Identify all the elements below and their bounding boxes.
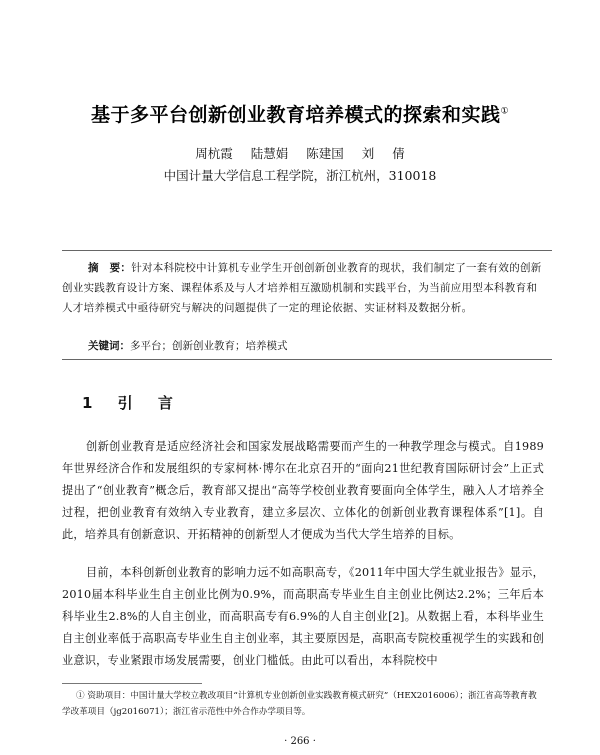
keywords-label: 关键词： [88, 340, 130, 352]
abstract-label: 摘 要： [88, 262, 132, 274]
keywords-text: 多平台；创新创业教育；培养模式 [130, 340, 288, 352]
title-text: 基于多平台创新创业教育培养模式的探索和实践 [90, 104, 501, 126]
abstract [62, 258, 542, 318]
section-heading: 1 引 言 [82, 394, 183, 412]
title-footnote-mark: ① [500, 106, 510, 117]
affiliation: 中国计量大学信息工程学院，浙江杭州，310018 [163, 168, 437, 183]
page-number: · 266 · [284, 736, 316, 747]
keywords [88, 338, 528, 353]
abstract-text: 针对本科院校中计算机专业学生开创创新创业教育的现状，我们制定了一套有效的创新创业实践教育设计方案、课程体系及与人才培养相互激励机制和实践平台，为当前应用型本科教育和人才培养模式中亟待研究与解决的问题提供了一定的理论依据、实证材料及数据分析。 [62, 262, 542, 314]
footnote-divider [62, 683, 202, 684]
paper-title [60, 100, 540, 127]
paragraph-1: 创新创业教育是适应经济社会和国家发展战略需要而产生的一种教学理念与模式。自1989年世界经济合作和发展组织的专家柯林·博尔在北京召开的“面向21世纪教育国际研讨会”上正式提出了“创业教育”概念后，教育部又提出“高等学校创业教育要面向全体学生，融入人才培养全过程，把创业教育有效纳入专业教育，建立多层次、立体化的创新创业教育课程体系”[1]。自此，培养具有创新意识、开拓精神的创新型人才便成为当代大学生培养的目标。 [62, 440, 544, 541]
authors: 周杭霞 陆慧娟 陈建国 刘 倩 [195, 146, 405, 161]
paragraph-2: 目前，本科创新创业教育的影响力远不如高职高专，《2011年中国大学生就业报告》显示，2010届本科毕业生自主创业比例为0.9%，而高职高专毕业生自主创业比例达2.2%；三年后本科毕业生2.8%的人自主创业，而高职高专有6.9%的人自主创业[2]。从数据上看，本科毕业生自主创业率低于高职高专毕业生自主创业率，其主要原因是，高职高专院校重视学生的实践和创业意识，专业紧跟市场发展需要，创业门槛低。由此可以看出，本科院校中 [62, 566, 544, 667]
footnote: ① 资助项目：中国计量大学校立教改项目“计算机专业创新创业实践教育模式研究”（HEX2016006）；浙江省高等教育教学改革项目（jg2016071）；浙江省示范性中外合作办学项目等。 [62, 691, 537, 717]
